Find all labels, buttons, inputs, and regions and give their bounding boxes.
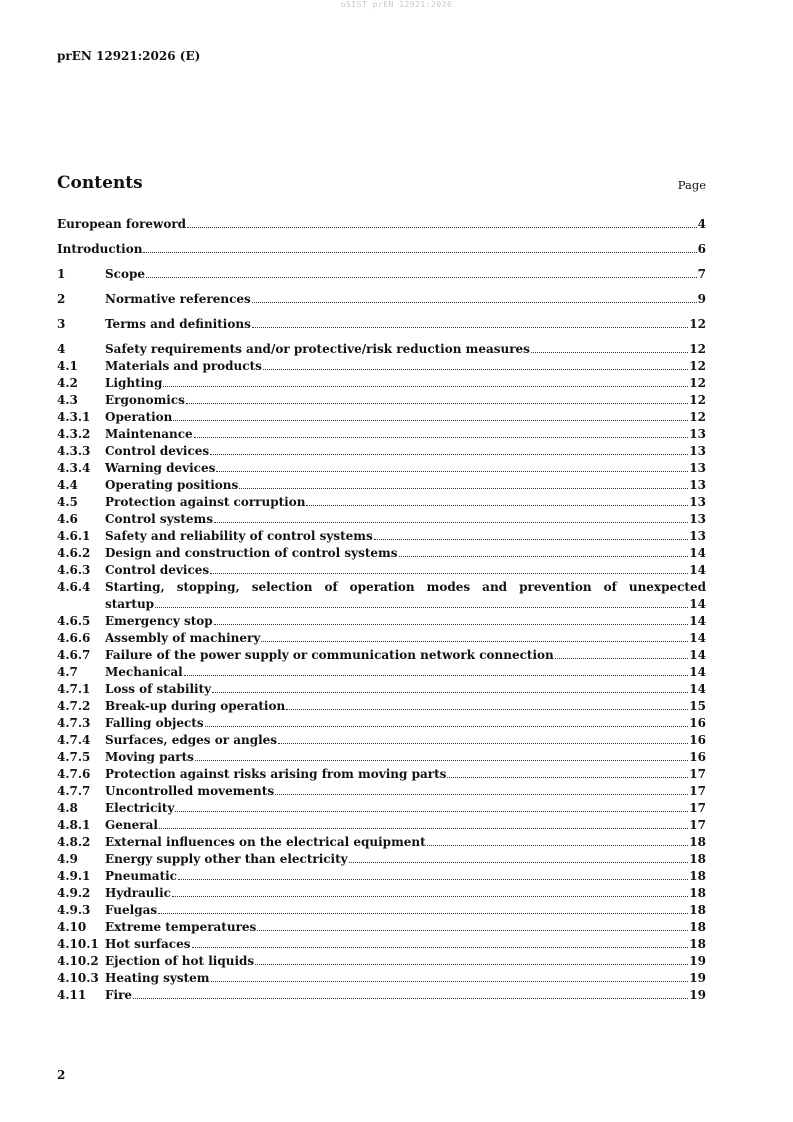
toc-entry[interactable] [57,715,706,732]
toc-entry[interactable] [57,241,706,258]
toc-entry[interactable] [57,477,706,494]
toc-entry[interactable] [57,494,706,511]
toc-entry-number: 4.10.1 [57,937,99,951]
toc-entry-number: 4.9.3 [57,903,91,917]
dot-leader [349,862,689,863]
toc-entry-title: Loss of stability [105,682,212,696]
toc-entry-page: 14 [689,631,706,645]
table-of-contents [57,216,706,1004]
toc-entry-title: Control systems [105,512,213,526]
dot-leader [186,403,688,404]
toc-entry-title: Fire [105,988,133,1002]
toc-entry-page: 13 [689,495,706,509]
toc-entry-title: Maintenance [105,427,193,441]
toc-entry-page: 9 [697,292,706,306]
dot-leader [159,828,688,829]
toc-entry-title: Failure of the power supply or communication network connection [105,648,554,662]
toc-entry[interactable] [57,936,706,953]
toc-entry[interactable] [57,545,706,562]
toc-entry-page: 13 [689,512,706,526]
dot-leader [286,709,688,710]
toc-entry-number: 4.6.6 [57,631,91,645]
toc-entry-title: Extreme temperatures [105,920,257,934]
toc-entry-number: 4.7.5 [57,750,91,764]
dot-leader [210,454,688,455]
toc-entry[interactable] [57,316,706,333]
toc-entry-page: 16 [689,750,706,764]
dot-leader [146,277,697,278]
toc-entry-title: Control devices [105,563,210,577]
dot-leader [306,505,688,506]
toc-entry-page: 14 [689,665,706,679]
toc-entry-title: European foreword [57,217,187,231]
toc-entry[interactable] [57,953,706,970]
toc-entry-page: 17 [689,767,706,781]
toc-entry-title: Hydraulic [105,886,171,900]
toc-entry-page: 19 [689,988,706,1002]
toc-entry[interactable] [57,341,706,358]
toc-entry-page: 16 [689,733,706,747]
toc-entry[interactable] [57,460,706,477]
toc-entry-number: 4.7.6 [57,767,91,781]
toc-entry-number: 1 [57,267,66,281]
toc-entry[interactable] [57,698,706,715]
toc-entry-number: 4.4 [57,478,78,492]
toc-entry-number: 4.2 [57,376,78,390]
toc-entry-number: 4.6.4 [57,580,91,594]
toc-entry-page: 12 [689,376,706,390]
dot-leader [399,556,689,557]
toc-entry-title: Energy supply other than electricity [105,852,348,866]
toc-entry-page: 12 [689,317,706,331]
toc-entry-page: 18 [689,903,706,917]
toc-entry-title: General [105,818,158,832]
dot-leader [261,641,688,642]
toc-entry-page: 17 [689,818,706,832]
toc-entry[interactable] [57,392,706,409]
toc-entry-number: 4.6.1 [57,529,91,543]
toc-entry-number: 4.1 [57,359,78,373]
toc-entry-page: 18 [689,869,706,883]
toc-entry-title: Operation [105,410,173,424]
toc-entry[interactable] [57,834,706,851]
toc-entry[interactable] [57,919,706,936]
toc-entry-number: 2 [57,292,66,306]
toc-entry-title: Design and construction of control systems [105,546,398,560]
toc-entry-number: 4.7.1 [57,682,91,696]
toc-entry-number: 4.10.3 [57,971,99,985]
toc-entry[interactable] [57,266,706,283]
dot-leader [163,386,688,387]
dot-leader [195,760,688,761]
document-id: prEN 12921:2026 (E) [57,49,201,63]
toc-entry[interactable] [57,732,706,749]
toc-entry[interactable] [57,511,706,528]
toc-entry-number: 4.3.4 [57,461,91,475]
page-title: Contents [57,173,143,193]
dot-leader [133,998,688,999]
toc-entry-page: 12 [689,342,706,356]
toc-entry[interactable] [57,800,706,817]
toc-entry[interactable] [57,902,706,919]
toc-entry-title: Control devices [105,444,210,458]
dot-leader [143,252,696,253]
dot-leader [239,488,688,489]
toc-entry-title: Starting, stopping, selection of operation modes and prevention of unexpected [105,580,706,594]
toc-entry[interactable] [57,885,706,902]
toc-entry-title: External influences on the electrical equipment [105,835,426,849]
toc-entry[interactable] [57,216,706,233]
toc-entry-number: 4.6.5 [57,614,91,628]
toc-entry-number: 4.6.7 [57,648,91,662]
toc-entry-page: 6 [697,242,706,256]
dot-leader [263,369,688,370]
toc-entry-page: 17 [689,784,706,798]
toc-entry-number: 4.3 [57,393,78,407]
toc-entry-number: 4.8.2 [57,835,91,849]
toc-entry-title: Operating positions [105,478,239,492]
toc-entry-title: Mechanical [105,665,183,679]
toc-entry[interactable] [57,443,706,460]
dot-leader [275,794,688,795]
dot-leader [173,420,688,421]
toc-entry-page: 14 [689,597,706,611]
toc-entry-page: 12 [689,393,706,407]
toc-entry-number: 4.9.1 [57,869,91,883]
toc-entry-number: 4.6.3 [57,563,91,577]
toc-entry[interactable] [57,851,706,868]
toc-entry-number: 4.7.2 [57,699,91,713]
dot-leader [427,845,689,846]
toc-entry-page: 14 [689,648,706,662]
dot-leader [187,227,697,228]
toc-entry[interactable] [57,970,706,987]
dot-leader [211,981,689,982]
dot-leader [194,437,689,438]
toc-entry-page: 16 [689,716,706,730]
toc-entry-number: 4.9.2 [57,886,91,900]
toc-entry-title: Emergency stop [105,614,213,628]
toc-entry[interactable] [57,783,706,800]
toc-entry[interactable] [57,375,706,392]
toc-entry[interactable] [57,579,706,613]
toc-entry-page: 4 [697,217,706,231]
toc-entry-page: 12 [689,410,706,424]
toc-entry-title: Heating system [105,971,210,985]
dot-leader [205,726,689,727]
dot-leader [447,777,688,778]
toc-entry-page: 12 [689,359,706,373]
toc-entry-title: Lighting [105,376,163,390]
toc-entry-number: 4.7.7 [57,784,91,798]
toc-entry[interactable] [57,291,706,308]
toc-entry[interactable] [57,987,706,1004]
toc-entry[interactable] [57,664,706,681]
dot-leader [252,302,697,303]
toc-entry-number: 4 [57,342,66,356]
toc-entry-number: 4.10.2 [57,954,99,968]
toc-entry-title: Break-up during operation [105,699,286,713]
dot-leader [374,539,689,540]
toc-entry-title: Materials and products [105,359,262,373]
toc-entry-title: Pneumatic [105,869,177,883]
dot-leader [212,692,688,693]
toc-entry-title: Warning devices [105,461,216,475]
toc-entry-title: Electricity [105,801,175,815]
toc-entry[interactable] [57,749,706,766]
toc-entry-page: 18 [689,852,706,866]
page-column-label: Page [677,178,706,192]
toc-entry-page: 15 [689,699,706,713]
toc-entry-number: 4.9 [57,852,78,866]
toc-entry-page: 18 [689,920,706,934]
toc-entry-page: 14 [689,546,706,560]
dot-leader [252,327,688,328]
toc-entry-number: 4.8.1 [57,818,91,832]
toc-entry[interactable] [57,868,706,885]
toc-entry-number: 4.3.3 [57,444,91,458]
dot-leader [257,930,688,931]
toc-entry-number: 4.3.2 [57,427,91,441]
toc-entry-title: Safety requirements and/or protective/risk reduction measures [105,342,530,356]
toc-entry-number: 4.5 [57,495,78,509]
toc-entry[interactable] [57,562,706,579]
dot-leader [278,743,688,744]
dot-leader [216,471,688,472]
toc-entry-title: Ejection of hot liquids [105,954,255,968]
toc-entry[interactable] [57,817,706,834]
dot-leader [158,913,688,914]
toc-entry-page: 18 [689,886,706,900]
toc-entry-page: 14 [689,682,706,696]
toc-entry-page: 13 [689,427,706,441]
toc-entry-page: 18 [689,835,706,849]
dot-leader [255,964,688,965]
toc-entry-title: Introduction [57,242,143,256]
toc-entry-page: 17 [689,801,706,815]
toc-entry-page: 13 [689,444,706,458]
page-number: 2 [57,1068,66,1082]
dot-leader [192,947,689,948]
dot-leader [184,675,689,676]
toc-entry-page: 13 [689,461,706,475]
dot-leader [210,573,688,574]
toc-entry-number: 4.6 [57,512,78,526]
toc-entry-page: 7 [697,267,706,281]
toc-entry[interactable] [57,681,706,698]
toc-entry-title: Terms and definitions [105,317,251,331]
toc-entry-title: Falling objects [105,716,204,730]
toc-entry-title: Uncontrolled movements [105,784,275,798]
dot-leader [155,607,688,608]
toc-entry[interactable] [57,528,706,545]
toc-entry-number: 4.8 [57,801,78,815]
toc-entry-number: 3 [57,317,66,331]
toc-entry-title: Assembly of machinery [105,631,261,645]
toc-entry-title: Ergonomics [105,393,185,407]
dot-leader [178,879,688,880]
toc-entry-number: 4.10 [57,920,87,934]
toc-entry-title: Surfaces, edges or angles [105,733,278,747]
toc-entry-title: Scope [105,267,146,281]
toc-entry-title: Hot surfaces [105,937,191,951]
toc-entry[interactable] [57,358,706,375]
toc-entry-page: 13 [689,529,706,543]
toc-entry[interactable] [57,409,706,426]
toc-entry-title: Protection against corruption [105,495,306,509]
toc-entry-page: 13 [689,478,706,492]
toc-entry-title: Protection against risks arising from moving parts [105,767,447,781]
toc-entry[interactable] [57,426,706,443]
toc-entry-number: 4.3.1 [57,410,91,424]
toc-entry-title-continued: startup [105,597,155,611]
toc-entry-number: 4.6.2 [57,546,91,560]
toc-entry[interactable] [57,613,706,630]
toc-entry-page: 18 [689,937,706,951]
dot-leader [531,352,688,353]
watermark-text: oSIST prEN 12921:2026 [340,0,453,9]
dot-leader [214,522,688,523]
toc-entry-title: Moving parts [105,750,194,764]
toc-entry-number: 4.7 [57,665,78,679]
toc-entry-number: 4.7.3 [57,716,91,730]
dot-leader [175,811,688,812]
toc-entry-page: 14 [689,563,706,577]
toc-entry-number: 4.11 [57,988,87,1002]
dot-leader [214,624,689,625]
toc-entry-number: 4.7.4 [57,733,91,747]
toc-entry[interactable] [57,630,706,647]
toc-entry-page: 14 [689,614,706,628]
toc-entry-title: Safety and reliability of control systems [105,529,373,543]
toc-entry-title: Fuelgas [105,903,158,917]
dot-leader [172,896,688,897]
toc-entry-page: 19 [689,954,706,968]
toc-entry[interactable] [57,766,706,783]
toc-entry-page: 19 [689,971,706,985]
toc-entry[interactable] [57,647,706,664]
toc-entry-title: Normative references [105,292,251,306]
dot-leader [555,658,689,659]
